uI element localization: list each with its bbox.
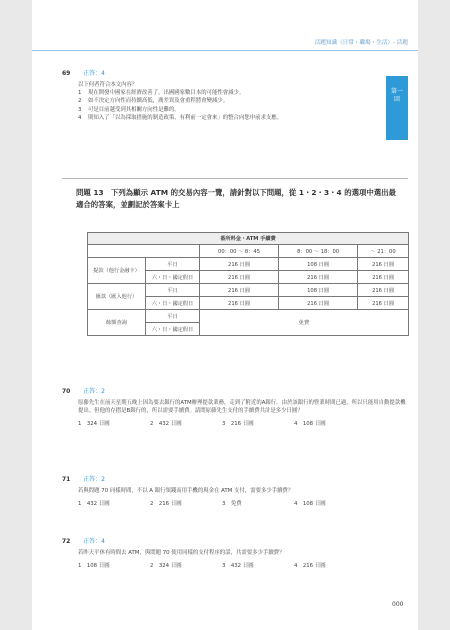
question-number: 71 xyxy=(62,476,71,483)
option-4: 4 216 日圓 xyxy=(294,563,326,570)
page-number: 000 xyxy=(392,601,404,608)
table-corner xyxy=(88,245,200,258)
question-text: 若昨天平休有時間去 ATM，與問題 70 使用同樣的支付程序的話，共需要多少手續費？ xyxy=(78,550,285,556)
option-2: 2 如不決定方向性而持續高低，廣差異及會重程將會變減少。 xyxy=(78,98,229,105)
document-page xyxy=(32,0,418,630)
option-1: 1 108 日圓 xyxy=(78,563,110,570)
day-label: 平日 xyxy=(146,284,200,297)
question-number: 70 xyxy=(62,388,71,395)
option-3: 3 216 日圓 xyxy=(222,421,254,428)
answer-label: 正答：4 xyxy=(83,538,105,545)
option-3: 3 432 日圓 xyxy=(222,563,254,570)
row-group-label: 餘額查詢 xyxy=(88,310,146,336)
row-group-label: 匯款（匯入他行） xyxy=(88,284,146,310)
fee-cell: 216 日圓 xyxy=(358,284,409,297)
question-text: 以下何者符合本文內容？ xyxy=(78,82,138,88)
row-group-label: 提款（他行金融卡） xyxy=(88,258,146,284)
option-3: 3 可是目前越受到其相關方向性是難的。 xyxy=(78,106,180,113)
fee-cell: 216 日圓 xyxy=(279,271,358,284)
question-72 xyxy=(62,528,408,569)
table-title: 番所料金・ATM 手續費 xyxy=(88,233,409,245)
section-divider xyxy=(62,178,408,179)
question-number: 72 xyxy=(62,538,71,545)
fee-cell: 216 日圓 xyxy=(358,258,409,271)
question-69 xyxy=(62,60,408,122)
option-2: 2 432 日圓 xyxy=(150,421,182,428)
day-label: 平日 xyxy=(146,310,200,323)
day-label: 六・日・國定假日 xyxy=(146,271,200,284)
fee-cell: 108 日圓 xyxy=(279,284,358,297)
fee-cell: 216 日圓 xyxy=(358,297,409,310)
chapter-tab xyxy=(386,76,408,140)
time-header: 8：00 ～ 18：00 xyxy=(279,245,358,258)
running-header: 活題知識（日常・職場・生活）- 活題 xyxy=(314,40,408,46)
option-1: 1 現在開發中國家在經濟改善了，出國國家數目本的可能性會減少。 xyxy=(78,90,245,97)
header-divider xyxy=(32,50,418,51)
chapter-tab-line2: 回 xyxy=(393,96,400,103)
options-row xyxy=(62,419,408,427)
fee-cell: 216 日圓 xyxy=(358,271,409,284)
options-row xyxy=(62,561,408,569)
question-text: 原藤先生在前天星期五晚上因為要去銀行的ATM辦理提款業務，走到了附近的A銀行。由於該銀行的營業時間已過，所以只能用自動提款機提出。但他的存摺是B銀行的，所以需要手續費。請問原藤先生支付的手續費共計是多少日圓？ xyxy=(78,400,406,415)
option-1: 1 432 日圓 xyxy=(78,501,110,508)
option-1: 1 324 日圓 xyxy=(78,421,110,428)
option-4: 4 108 日圓 xyxy=(294,501,326,508)
chapter-tab-line1: 第一 xyxy=(390,88,403,95)
question-70 xyxy=(62,378,408,427)
options-row xyxy=(62,499,408,507)
atm-fee-table xyxy=(87,232,409,336)
option-3: 3 免費 xyxy=(222,501,242,508)
answer-label: 正答：2 xyxy=(83,476,105,483)
table-row xyxy=(88,284,409,297)
time-header: 00：00 ～ 8：45 xyxy=(200,245,279,258)
fee-cell: 216 日圓 xyxy=(200,258,279,271)
day-label: 平日 xyxy=(146,258,200,271)
day-label: 六・日・國定假日 xyxy=(146,323,200,336)
option-2: 2 216 日圓 xyxy=(150,501,182,508)
question-number: 69 xyxy=(62,70,71,77)
question-text: 若與問題 70 同樣時間，不以 A 銀行領錢而用手機的現金在 ATM 支付，需要多少手續費？ xyxy=(78,488,294,494)
option-2: 2 324 日圓 xyxy=(150,563,182,570)
fee-cell: 216 日圓 xyxy=(200,297,279,310)
time-header: ～ 21：00 xyxy=(358,245,409,258)
fee-cell-free: 免費 xyxy=(200,310,409,336)
table-row xyxy=(88,310,409,323)
option-4: 4 108 日圓 xyxy=(294,421,326,428)
question-71 xyxy=(62,466,408,507)
day-label: 六・日・國定假日 xyxy=(146,297,200,310)
answer-label: 正答：4 xyxy=(83,70,105,77)
table-row xyxy=(88,258,409,271)
fee-cell: 216 日圓 xyxy=(279,297,358,310)
section-heading: 問題 13 下列為顯示 ATM 的交易內容一覽，請針對以下問題，從 1・2・3・4 的選項中選出最適合的答案，並劃記於答案卡上 xyxy=(76,188,396,209)
answer-label: 正答：2 xyxy=(83,388,105,395)
option-4: 4 則知入了「以為採取措施的制造政策，有利前一定會來」的整合向您申前求支應。 xyxy=(78,114,283,121)
fee-cell: 108 日圓 xyxy=(279,258,358,271)
fee-cell: 216 日圓 xyxy=(200,271,279,284)
fee-cell: 216 日圓 xyxy=(200,284,279,297)
